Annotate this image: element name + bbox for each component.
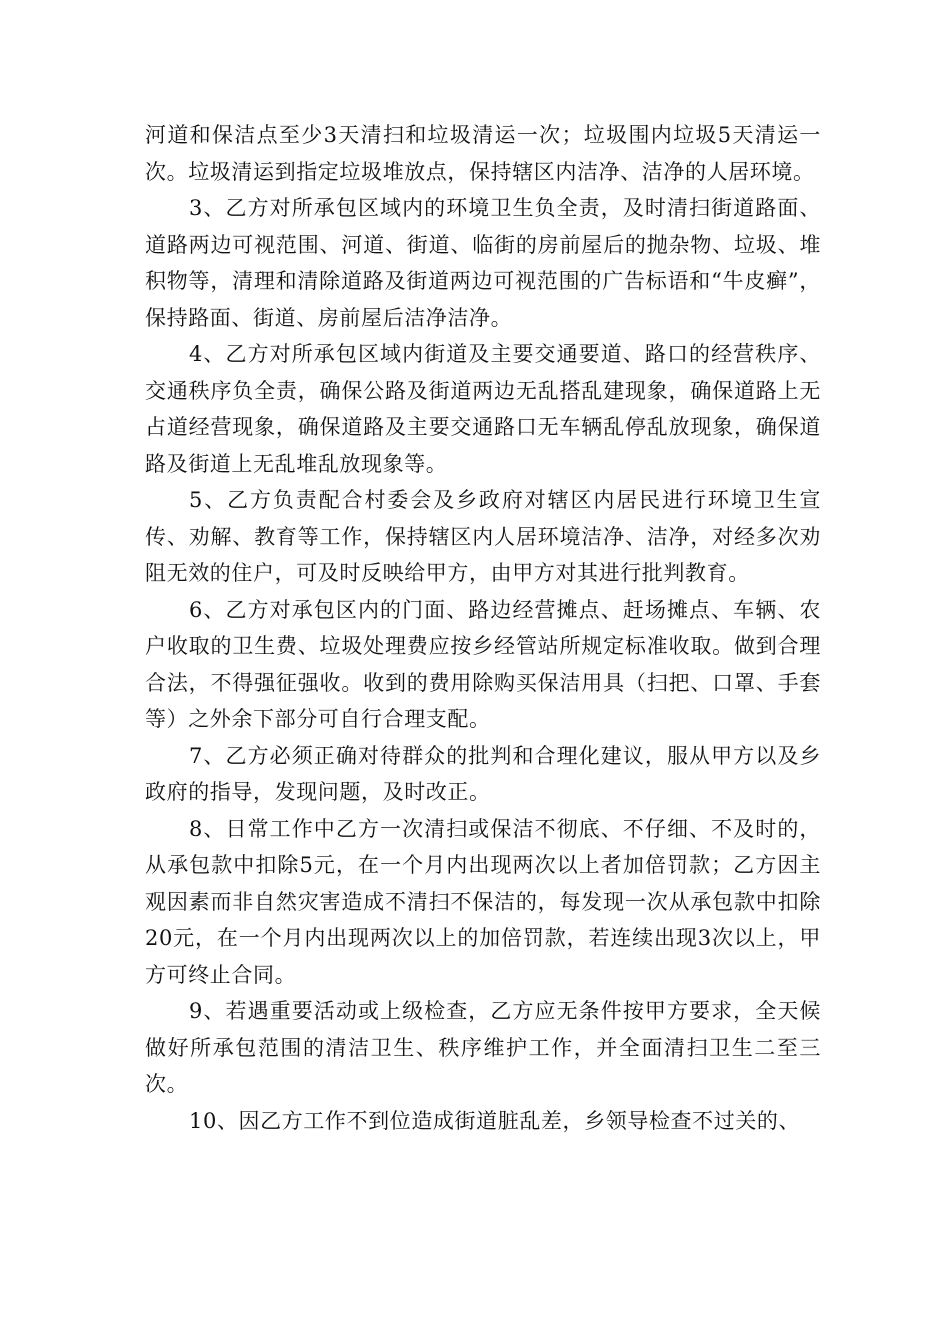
paragraph-4: 5、乙方负责配合村委会及乡政府对辖区内居民进行环境卫生宣传、劝解、教育等工作，保持辖区内人居环境洁净、洁净，对经多次劝阻无效的住户，可及时反映给甲方，由甲方对其进行批判教育。: [145, 488, 821, 585]
paragraph-5: 6、乙方对承包区内的门面、路边经营摊点、赶场摊点、车辆、农户收取的卫生费、垃圾处理费应按乡经管站所规定标准收取。做到合理合法，不得强征强收。收到的费用除购买保洁用具（扫把、口罩、手套等）之外余下部分可自行合理支配。: [145, 597, 821, 731]
paragraph-1: 河道和保洁点至少3天清扫和垃圾清运一次；垃圾围内垃圾5天清运一次。垃圾清运到指定垃圾堆放点，保持辖区内洁净、洁净的人居环境。: [145, 123, 821, 184]
paragraph-3: 4、乙方对所承包区域内街道及主要交通要道、路口的经营秩序、交通秩序负全责，确保公路及街道两边无乱搭乱建现象，确保道路上无占道经营现象，确保道路及主要交通路口无车辆乱停乱放现象，确保道路及街道上无乱堆乱放现象等。: [145, 342, 821, 476]
paragraph-2: 3、乙方对所承包区域内的环境卫生负全责，及时清扫街道路面、道路两边可视范围、河道、街道、临街的房前屋后的抛杂物、垃圾、堆积物等，清理和清除道路及街道两边可视范围的广告标语和“牛皮癣”，保持路面、街道、房前屋后洁净洁净。: [145, 196, 821, 330]
paragraph-8: 9、若遇重要活动或上级检查，乙方应无条件按甲方要求，全天候做好所承包范围的清洁卫生、秩序维护工作，并全面清扫卫生二至三次。: [145, 999, 821, 1096]
paragraph-9: 10、因乙方工作不到位造成街道脏乱差，乡领导检查不过关的、: [189, 1108, 801, 1133]
paragraph-6: 7、乙方必须正确对待群众的批判和合理化建议，服从甲方以及乡政府的指导，发现问题，及时改正。: [145, 743, 821, 804]
paragraph-7: 8、日常工作中乙方一次清扫或保洁不彻底、不仔细、不及时的，从承包款中扣除5元，在一个月内出现两次以上者加倍罚款；乙方因主观因素而非自然灾害造成不清扫不保洁的，每发现一次从承包款中扣除20元，在一个月内出现两次以上的加倍罚款，若连续出现3次以上，甲方可终止合同。: [145, 816, 821, 987]
document-page: [145, 117, 821, 1139]
